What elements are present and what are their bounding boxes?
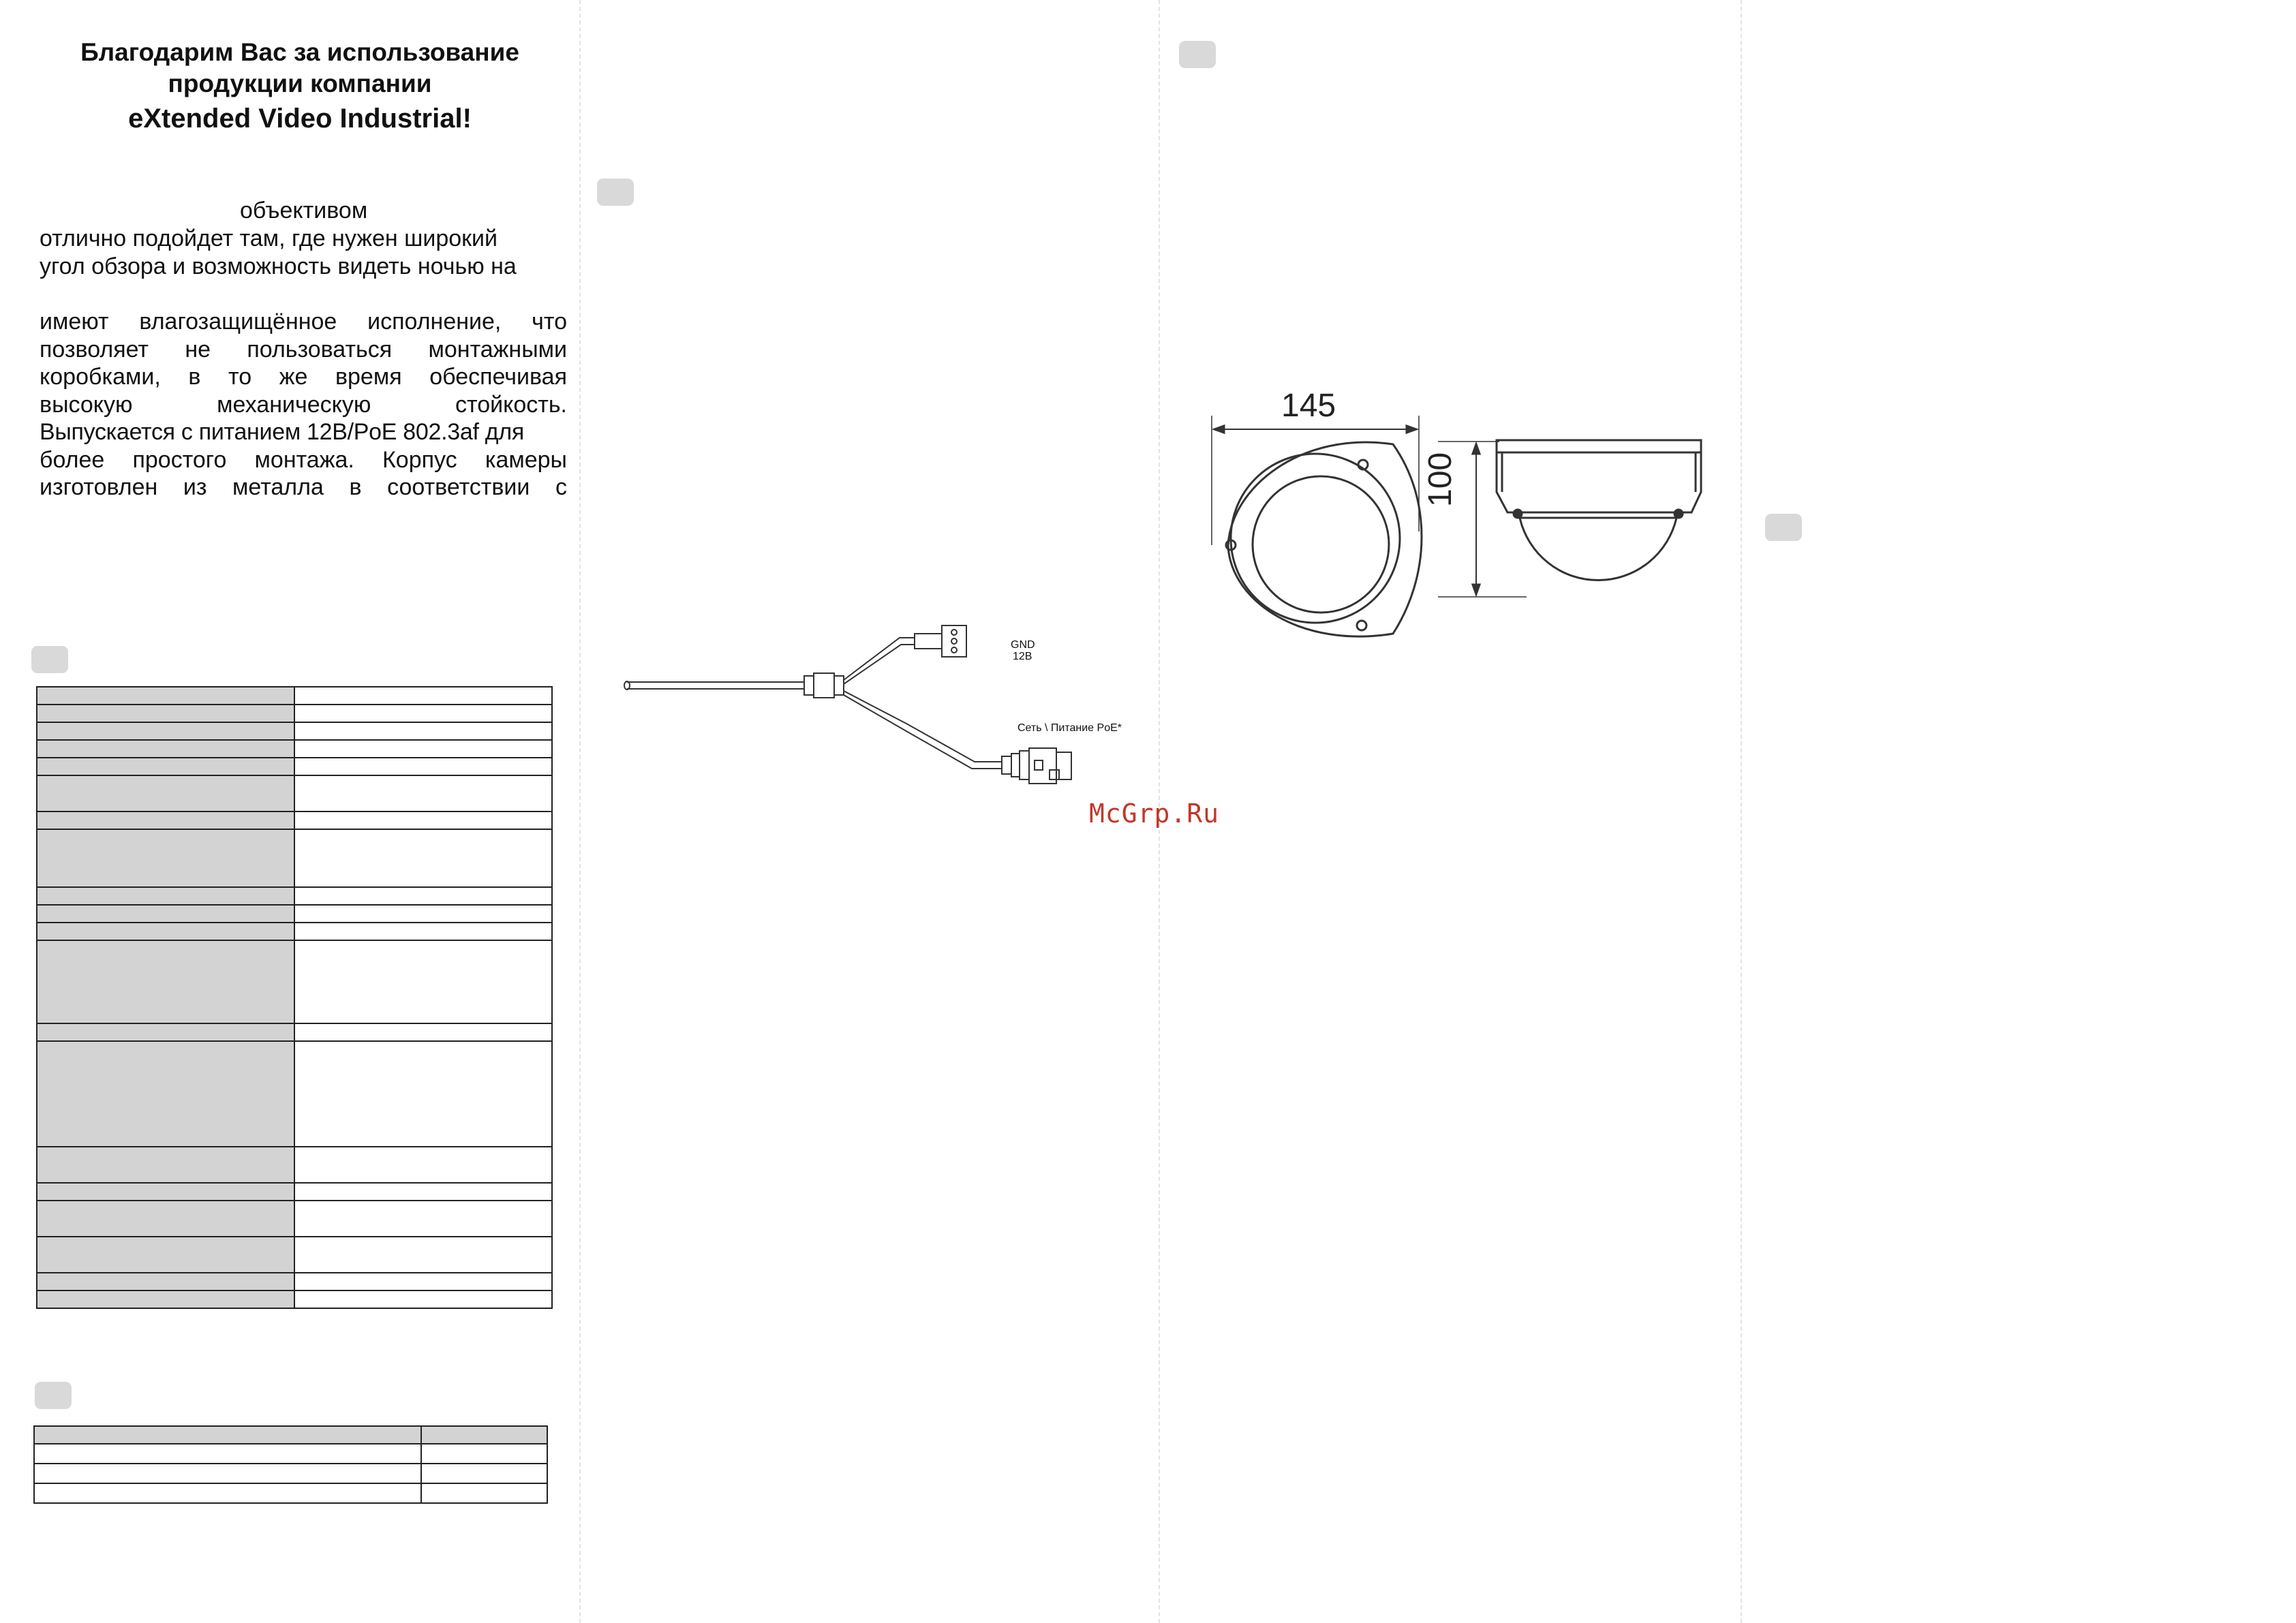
dimension-height-label: 100 [1422,452,1458,507]
fold-line [1741,0,1742,1623]
intro-paragraph-2 [40,308,567,501]
intro-heading-brand: eXtended Video Industrial! [128,104,472,134]
dimension-width-label: 145 [1281,388,1336,424]
table-row [34,1464,547,1483]
wire-label-12v: 12В [1013,651,1032,662]
table-row [37,722,552,740]
intro-paragraph-2-line: более простого монтажа. Корпус камеры [40,446,567,473]
table-row [37,1147,552,1183]
intro-paragraph-2-line: Выпускается с питанием 12В/PoE 802.3af для [40,419,524,445]
intro-paragraph-2-line: высокую механическую стойкость. [40,391,567,418]
intro-lens-word: объективом [240,198,368,223]
table-row [37,1183,552,1201]
watermark: McGrp.Ru [1089,799,1220,829]
table-row [37,775,552,812]
table-row [34,1444,547,1464]
table-row [37,829,552,887]
table-row [37,1290,552,1308]
table-row [37,1201,552,1237]
wire-label-network-poe: Сеть \ Питание PoE* [1017,722,1122,734]
table-row [37,812,552,829]
section-badge-kit [35,1382,72,1409]
table-row [37,705,552,722]
spec-table [36,686,553,1309]
intro-paragraph-2-line: изготовлен из металла в соответствии с [40,474,567,500]
intro-paragraph-2-line: позволяет не пользоваться монтажными [40,336,567,362]
cable-diagram [613,613,1145,790]
section-badge-wiring [597,179,634,206]
intro-paragraph-1 [40,225,571,280]
intro-heading-line1: Благодарим Вас за использование [80,38,519,66]
intro-paragraph-1-line: отлично подойдет там, где нужен широкий [40,226,498,251]
table-row [37,1237,552,1273]
camera-top-view-drawing [1199,409,1431,668]
section-badge-specs [31,646,68,673]
section-badge-panel4 [1765,514,1802,541]
table-row [34,1483,547,1503]
wire-label-gnd: GND [1011,639,1035,651]
intro-paragraph-1-line: угол обзора и возможность видеть ночью на [40,253,517,279]
intro-heading-line2: продукции компании [168,69,432,97]
kit-table [33,1425,548,1504]
table-row [37,1273,552,1290]
intro-paragraph-2-line: коробками, в то же время обеспечивая [40,364,567,390]
fold-line [579,0,581,1623]
camera-side-view-drawing [1431,429,1717,613]
table-row [37,687,552,705]
table-row [37,887,552,905]
table-row [37,758,552,775]
intro-paragraph-2-line: имеют влагозащищённое исполнение, что [40,309,567,335]
table-row [37,1041,552,1147]
table-row [37,905,552,923]
table-row [34,1426,547,1444]
table-row [37,940,552,1023]
section-badge-dimensions [1179,41,1216,68]
table-row [37,923,552,940]
table-row [37,1023,552,1041]
table-row [37,740,552,758]
